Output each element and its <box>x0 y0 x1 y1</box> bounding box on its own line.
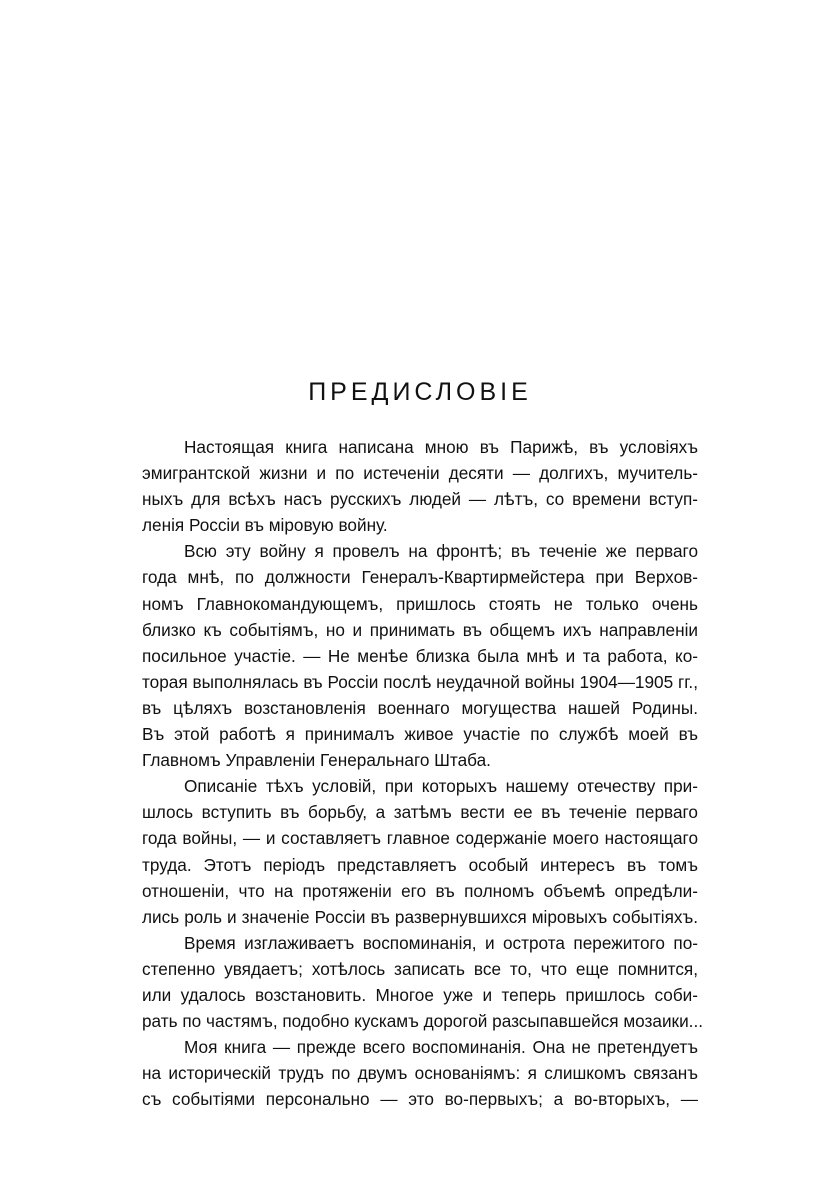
paragraph-2 <box>142 538 698 773</box>
text-line: ленія Россіи въ міровую войну. <box>142 515 388 536</box>
paragraph-3 <box>142 773 698 930</box>
paragraph-5 <box>142 1034 698 1112</box>
body-text <box>142 434 704 1112</box>
text-line: торая выполнялась въ Россіи послѣ неудачной войны 1904—1905 гг., <box>142 671 698 692</box>
text-line: лись роль и значеніе Россіи въ развернувшихся міровыхъ событіяхъ. <box>142 906 698 927</box>
text-line: Всю эту войну я провелъ на фронтѣ; въ теченіе же перваго <box>184 541 698 562</box>
text-line: на историческій трудъ по двумъ основаніямъ: я слишкомъ связанъ <box>142 1063 698 1084</box>
text-line: Главномъ Управленіи Генеральнаго Штаба. <box>142 750 491 771</box>
text-line: въ цѣляхъ возстановленія военнаго могущества нашей Родины. <box>142 697 698 718</box>
text-line: труда. Этотъ періодъ представляетъ особый интересъ въ томъ <box>142 854 698 875</box>
text-line: шлось вступить въ борьбу, а затѣмъ вести ее въ теченіе перваго <box>142 802 698 823</box>
text-line: ныхъ для всѣхъ насъ русскихъ людей — лѣтъ, со времени вступ- <box>142 489 698 510</box>
text-line: Время изглаживаетъ воспоминанія, и острота пережитого по- <box>184 932 698 953</box>
text-line: Въ этой работѣ я принималъ живое участіе по службѣ моей въ <box>142 724 698 745</box>
page-title: ПРЕДИСЛОВІЕ <box>308 378 532 406</box>
text-line: отношеніи, что на протяженіи его въ полномъ объемѣ опредѣли- <box>142 880 698 901</box>
text-line: эмигрантской жизни и по истеченіи десяти — долгихъ, мучитель- <box>142 463 698 484</box>
text-line: года мнѣ, по должности Генералъ-Квартирмейстера при Верхов- <box>142 567 698 588</box>
paragraph-4 <box>142 930 704 1034</box>
text-line: Моя книга — прежде всего воспоминанія. Она не претендуетъ <box>184 1037 698 1058</box>
text-line: близко къ событіямъ, но и принимать въ общемъ ихъ направленіи <box>142 619 698 640</box>
text-line: номъ Главнокомандующемъ, пришлось стоять не только очень <box>142 593 698 614</box>
text-line: степенно увядаетъ; хотѣлось записать все то, что еще помнится, <box>142 958 698 979</box>
text-line: или удалось возстановить. Многое уже и теперь пришлось соби- <box>142 984 698 1005</box>
text-line: года войны, — и составляетъ главное содержаніе моего настоящаго <box>142 828 698 849</box>
text-line: рать по частямъ, подобно кускамъ дорогой разсыпавшейся мозаики... <box>142 1011 704 1032</box>
text-line: съ событіями персонально — это во-первыхъ; а во-вторыхъ, — <box>142 1089 698 1110</box>
text-line: Настоящая книга написана мною въ Парижѣ, въ условіяхъ <box>184 437 698 457</box>
text-line: Описаніе тѣхъ условій, при которыхъ нашему отечеству при- <box>184 776 698 797</box>
paragraph-1 <box>142 434 698 538</box>
text-line: посильное участіе. — Не менѣе близка была мнѣ и та работа, ко- <box>142 645 698 666</box>
